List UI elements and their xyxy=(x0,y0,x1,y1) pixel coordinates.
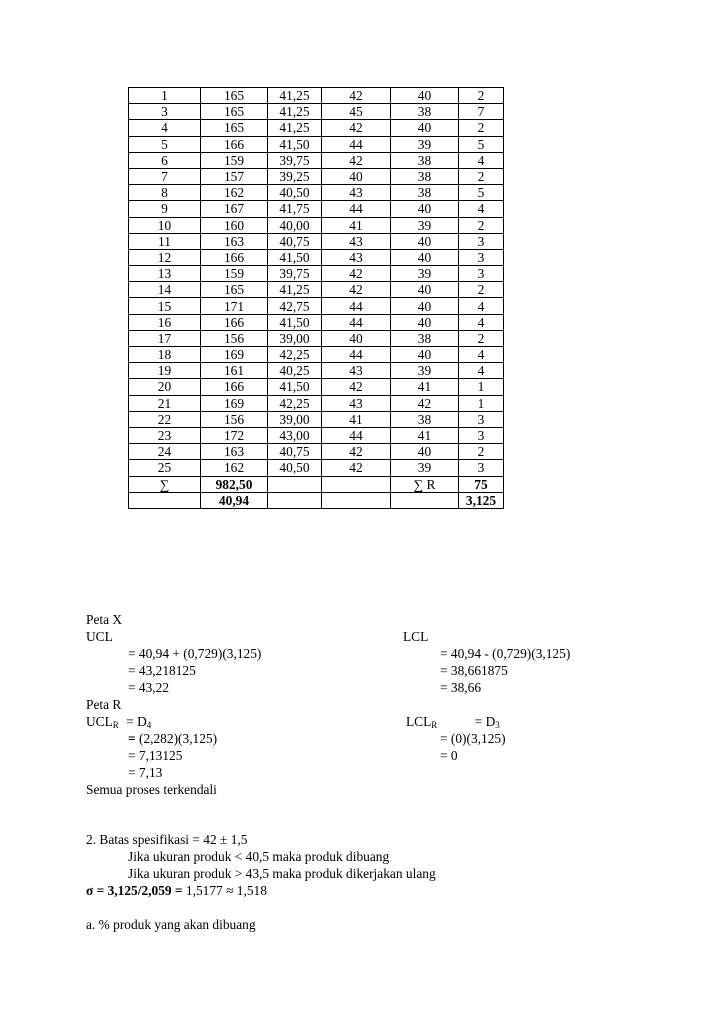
table-cell: 40 xyxy=(391,120,459,136)
peta-x-heading: Peta X xyxy=(86,612,123,627)
ucl-rounded: = 43,22 xyxy=(128,680,170,695)
table-cell: 38 xyxy=(391,185,459,201)
table-cell: 4 xyxy=(129,120,201,136)
table-cell: 39 xyxy=(391,136,459,152)
table-cell: 41,25 xyxy=(268,88,322,104)
avg-row xyxy=(129,492,504,508)
table-cell: 1 xyxy=(459,395,504,411)
table-cell: 41,50 xyxy=(268,379,322,395)
table-cell: 45 xyxy=(322,104,391,120)
spec-rule-rework: Jika ukuran produk > 43,5 maka produk dikerjakan ulang xyxy=(128,866,436,881)
table-cell: 41 xyxy=(322,411,391,427)
table-cell: 2 xyxy=(459,88,504,104)
ucl-result: = 43,218125 xyxy=(128,663,196,678)
empty-cell xyxy=(391,492,459,508)
table-cell: 165 xyxy=(201,282,268,298)
table-row xyxy=(129,314,504,330)
sum-symbol: ∑ xyxy=(129,476,201,492)
x-bar-value: 40,94 xyxy=(201,492,268,508)
table-cell: 1 xyxy=(459,379,504,395)
table-cell: 162 xyxy=(201,460,268,476)
table-cell: 3 xyxy=(459,460,504,476)
lcl-label: LCL xyxy=(403,629,429,644)
table-cell: 165 xyxy=(201,104,268,120)
table-cell: 3 xyxy=(459,233,504,249)
table-cell: 42 xyxy=(322,444,391,460)
table-cell: 166 xyxy=(201,249,268,265)
table-cell: 40 xyxy=(391,88,459,104)
table-cell: 17 xyxy=(129,330,201,346)
table-cell: 2 xyxy=(459,168,504,184)
table-cell: 167 xyxy=(201,201,268,217)
uclr-formula-rest: (2,282)(3,125) xyxy=(135,731,218,746)
table-cell: 159 xyxy=(201,266,268,282)
table-row xyxy=(129,330,504,346)
table-cell: 42 xyxy=(322,282,391,298)
table-cell: 41,25 xyxy=(268,120,322,136)
table-cell: 18 xyxy=(129,347,201,363)
table-row xyxy=(129,185,504,201)
ucl-label: UCL xyxy=(86,629,113,644)
table-cell: 9 xyxy=(129,201,201,217)
table-cell: 38 xyxy=(391,168,459,184)
table-cell: 166 xyxy=(201,379,268,395)
table-row xyxy=(129,104,504,120)
table-cell: 44 xyxy=(322,298,391,314)
table-cell: 38 xyxy=(391,411,459,427)
table-cell: 172 xyxy=(201,427,268,443)
lcl-result: = 38,661875 xyxy=(440,663,508,678)
table-cell: 44 xyxy=(322,427,391,443)
table-cell: 40 xyxy=(391,233,459,249)
table-cell: 38 xyxy=(391,152,459,168)
table-cell: 1 xyxy=(129,88,201,104)
table-cell: 39 xyxy=(391,363,459,379)
part-a-heading: a. % produk yang akan dibuang xyxy=(86,917,256,932)
table-cell: 40 xyxy=(322,330,391,346)
table-cell: 10 xyxy=(129,217,201,233)
table-body xyxy=(129,88,504,477)
table-cell: 162 xyxy=(201,185,268,201)
table-cell: 44 xyxy=(322,314,391,330)
table-cell: 4 xyxy=(459,347,504,363)
table-cell: 42 xyxy=(322,88,391,104)
table-cell: 44 xyxy=(322,347,391,363)
table-row xyxy=(129,282,504,298)
table-cell: 39,25 xyxy=(268,168,322,184)
table-cell: 39 xyxy=(391,217,459,233)
sum-row xyxy=(129,476,504,492)
table-row xyxy=(129,168,504,184)
table-cell: 161 xyxy=(201,363,268,379)
table-cell: 40 xyxy=(391,444,459,460)
table-cell: 3 xyxy=(459,411,504,427)
uclr-rounded: = 7,13 xyxy=(128,765,163,780)
table-cell: 41,75 xyxy=(268,201,322,217)
table-cell: 40 xyxy=(391,249,459,265)
table-cell: 14 xyxy=(129,282,201,298)
uclr-label-sub: R xyxy=(112,720,119,730)
table-row xyxy=(129,136,504,152)
r-sum-symbol: ∑ R xyxy=(391,476,459,492)
table-cell: 41,25 xyxy=(268,282,322,298)
table-cell: 40,50 xyxy=(268,185,322,201)
table-cell: 12 xyxy=(129,249,201,265)
table-cell: 156 xyxy=(201,411,268,427)
table-cell: 19 xyxy=(129,363,201,379)
table-cell: 43 xyxy=(322,185,391,201)
table-cell: 5 xyxy=(129,136,201,152)
table-cell: 39,00 xyxy=(268,330,322,346)
table-cell: 43 xyxy=(322,233,391,249)
lclr-definition xyxy=(406,714,500,730)
table-cell: 166 xyxy=(201,136,268,152)
empty-cell xyxy=(129,492,201,508)
data-table xyxy=(128,87,504,509)
spec-rule-discard: Jika ukuran produk < 40,5 maka produk dibuang xyxy=(128,849,390,864)
table-cell: 42 xyxy=(322,152,391,168)
table-cell: 5 xyxy=(459,136,504,152)
table-cell: 39,75 xyxy=(268,266,322,282)
table-cell: 2 xyxy=(459,120,504,136)
lclr-d-sub: 3 xyxy=(495,720,500,730)
table-cell: 24 xyxy=(129,444,201,460)
table-cell: 13 xyxy=(129,266,201,282)
table-cell: 8 xyxy=(129,185,201,201)
empty-cell xyxy=(268,476,322,492)
table-cell: 41,25 xyxy=(268,104,322,120)
table-row xyxy=(129,88,504,104)
table-cell: 11 xyxy=(129,233,201,249)
conclusion-text: Semua proses terkendali xyxy=(86,782,217,797)
table-cell: 40,25 xyxy=(268,363,322,379)
table-cell: 16 xyxy=(129,314,201,330)
table-cell: 2 xyxy=(459,444,504,460)
table-cell: 166 xyxy=(201,314,268,330)
x-total: 982,50 xyxy=(201,476,268,492)
table-cell: 3 xyxy=(129,104,201,120)
table-cell: 39,75 xyxy=(268,152,322,168)
table-row xyxy=(129,249,504,265)
table-row xyxy=(129,444,504,460)
uclr-d-sub: 4 xyxy=(146,720,152,730)
table-cell: 41 xyxy=(322,217,391,233)
table-cell: 163 xyxy=(201,444,268,460)
lcl-formula: = 40,94 - (0,729)(3,125) xyxy=(440,646,571,661)
table-cell: 40,50 xyxy=(268,460,322,476)
table-row xyxy=(129,201,504,217)
table-cell: 157 xyxy=(201,168,268,184)
table-cell: 42 xyxy=(322,266,391,282)
table-cell: 42 xyxy=(322,379,391,395)
table-cell: 43 xyxy=(322,249,391,265)
table-cell: 2 xyxy=(459,282,504,298)
table-cell: 44 xyxy=(322,201,391,217)
uclr-label: UCL xyxy=(86,714,113,729)
table-cell: 39 xyxy=(391,266,459,282)
table-cell: 23 xyxy=(129,427,201,443)
lclr-label: LCL xyxy=(406,714,432,729)
table-cell: 42,25 xyxy=(268,347,322,363)
table-row xyxy=(129,363,504,379)
empty-cell xyxy=(322,492,391,508)
table-cell: 21 xyxy=(129,395,201,411)
table-row xyxy=(129,152,504,168)
table-cell: 169 xyxy=(201,347,268,363)
table-row xyxy=(129,217,504,233)
lclr-label-sub: R xyxy=(431,720,438,730)
table-cell: 3 xyxy=(459,266,504,282)
table-cell: 44 xyxy=(322,136,391,152)
peta-r-heading: Peta R xyxy=(86,697,122,712)
table-cell: 40,75 xyxy=(268,233,322,249)
table-cell: 40 xyxy=(391,201,459,217)
table-row xyxy=(129,460,504,476)
table-cell: 43 xyxy=(322,363,391,379)
table-cell: 42 xyxy=(391,395,459,411)
table-cell: 40 xyxy=(322,168,391,184)
table-cell: 38 xyxy=(391,330,459,346)
table-row xyxy=(129,411,504,427)
table-cell: 171 xyxy=(201,298,268,314)
table-cell: 40 xyxy=(391,298,459,314)
table-cell: 43 xyxy=(322,395,391,411)
table-cell: 5 xyxy=(459,185,504,201)
ucl-formula: = 40,94 + (0,729)(3,125) xyxy=(128,646,262,661)
table-cell: 40 xyxy=(391,314,459,330)
table-cell: 42 xyxy=(322,460,391,476)
table-cell: 169 xyxy=(201,395,268,411)
table-cell: 41,50 xyxy=(268,314,322,330)
table-cell: 156 xyxy=(201,330,268,346)
table-cell: 41 xyxy=(391,427,459,443)
table-cell: 40,75 xyxy=(268,444,322,460)
table-cell: 4 xyxy=(459,363,504,379)
sigma-bold: σ = 3,125/2,059 = xyxy=(86,883,183,898)
table-cell: 22 xyxy=(129,411,201,427)
empty-cell xyxy=(268,492,322,508)
table-cell: 42,25 xyxy=(268,395,322,411)
spec-heading: 2. Batas spesifikasi = 42 ± 1,5 xyxy=(86,832,248,847)
table-cell: 7 xyxy=(459,104,504,120)
table-cell: 3 xyxy=(459,427,504,443)
uclr-equals: = D xyxy=(126,714,147,729)
table-cell: 41 xyxy=(391,379,459,395)
uclr-formula-eq: = xyxy=(128,731,136,746)
lcl-rounded: = 38,66 xyxy=(440,680,482,695)
table-row xyxy=(129,347,504,363)
table-cell: 43,00 xyxy=(268,427,322,443)
table-cell: 41,50 xyxy=(268,249,322,265)
table-cell: 2 xyxy=(459,330,504,346)
table-cell: 4 xyxy=(459,314,504,330)
r-total: 75 xyxy=(459,476,504,492)
table-cell: 165 xyxy=(201,88,268,104)
table-cell: 42,75 xyxy=(268,298,322,314)
table-row xyxy=(129,233,504,249)
table-cell: 4 xyxy=(459,298,504,314)
table-row xyxy=(129,427,504,443)
table-cell: 4 xyxy=(459,201,504,217)
table-cell: 163 xyxy=(201,233,268,249)
table-row xyxy=(129,266,504,282)
table-cell: 160 xyxy=(201,217,268,233)
table-row xyxy=(129,298,504,314)
table-cell: 42 xyxy=(322,120,391,136)
table-cell: 39 xyxy=(391,460,459,476)
uclr-result: = 7,13125 xyxy=(128,748,183,763)
r-bar-value: 3,125 xyxy=(459,492,504,508)
sigma-calculation xyxy=(86,883,267,899)
table-cell: 3 xyxy=(459,249,504,265)
lclr-equals: = D xyxy=(474,714,496,729)
table-cell: 20 xyxy=(129,379,201,395)
table-cell: 39,00 xyxy=(268,411,322,427)
lclr-formula: = (0)(3,125) xyxy=(440,731,506,746)
table-cell: 2 xyxy=(459,217,504,233)
table-cell: 40,00 xyxy=(268,217,322,233)
table-cell: 40 xyxy=(391,282,459,298)
table-cell: 6 xyxy=(129,152,201,168)
uclr-definition xyxy=(86,714,151,730)
table-cell: 7 xyxy=(129,168,201,184)
table-cell: 165 xyxy=(201,120,268,136)
table-row xyxy=(129,379,504,395)
table-cell: 40 xyxy=(391,347,459,363)
empty-cell xyxy=(322,476,391,492)
sigma-value: 1,5177 ≈ 1,518 xyxy=(182,883,267,898)
table-cell: 41,50 xyxy=(268,136,322,152)
table-cell: 15 xyxy=(129,298,201,314)
table-cell: 159 xyxy=(201,152,268,168)
table-cell: 38 xyxy=(391,104,459,120)
table-row xyxy=(129,120,504,136)
table-cell: 25 xyxy=(129,460,201,476)
uclr-formula xyxy=(128,731,217,747)
table-cell: 4 xyxy=(459,152,504,168)
lclr-result: = 0 xyxy=(440,748,458,763)
table-row xyxy=(129,395,504,411)
